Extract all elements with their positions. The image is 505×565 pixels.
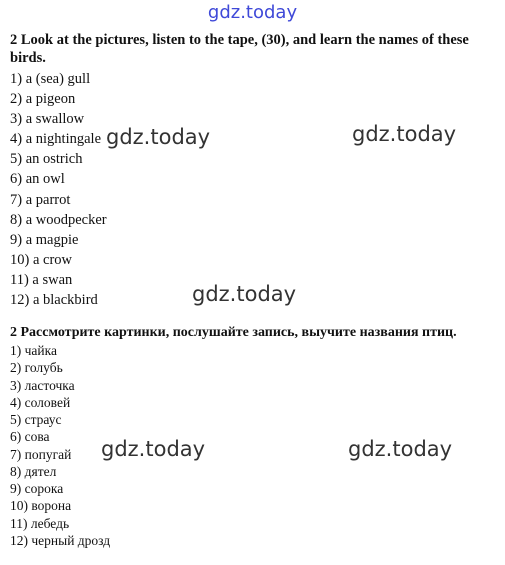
list-item: 5) an ostrich	[10, 151, 83, 168]
list-item: 1) чайка	[10, 343, 57, 358]
list-item: 10) ворона	[10, 498, 72, 514]
list-item: 10) a crow	[10, 251, 73, 268]
russian-bird-list	[10, 342, 110, 549]
russian-exercise-heading: 2 Рассмотрите картинки, послушайте запись, выучите названия птиц.	[10, 325, 457, 340]
list-item: 11) a swan	[10, 271, 73, 288]
english-bird-list	[10, 69, 107, 310]
list-item: 9) a magpie	[10, 231, 79, 248]
list-item: 7) попугай	[10, 446, 72, 462]
list-item: 4) a nightingale	[10, 131, 102, 148]
list-item: 11) лебедь	[10, 515, 70, 531]
list-item: 6) сова	[10, 429, 50, 445]
list-item: 8) дятел	[10, 463, 57, 479]
list-item: 6) an owl	[10, 171, 65, 188]
list-item: 9) сорока	[10, 481, 64, 496]
watermark: gdz.today	[106, 125, 211, 149]
list-item: 7) a parrot	[10, 191, 71, 208]
list-item: 3) ласточка	[10, 377, 75, 393]
watermark: gdz.today	[192, 282, 297, 306]
list-item: 12) a blackbird	[10, 292, 98, 309]
site-logo[interactable]: gdz.today	[207, 2, 298, 23]
watermark: gdz.today	[101, 437, 206, 461]
watermark: gdz.today	[352, 122, 457, 146]
list-item: 2) a pigeon	[10, 91, 76, 108]
list-item: 5) страус	[10, 412, 62, 427]
list-item: 4) соловей	[10, 394, 71, 410]
list-item: 1) a (sea) gull	[10, 71, 91, 87]
english-exercise-heading: 2 Look at the pictures, listen to the tape, (30), and learn the names of these birds.	[10, 32, 469, 66]
list-item: 2) голубь	[10, 360, 63, 376]
watermark: gdz.today	[348, 437, 453, 461]
list-item: 3) a swallow	[10, 111, 85, 128]
list-item: 8) a woodpecker	[10, 211, 107, 228]
list-item: 12) черный дрозд	[10, 532, 111, 548]
